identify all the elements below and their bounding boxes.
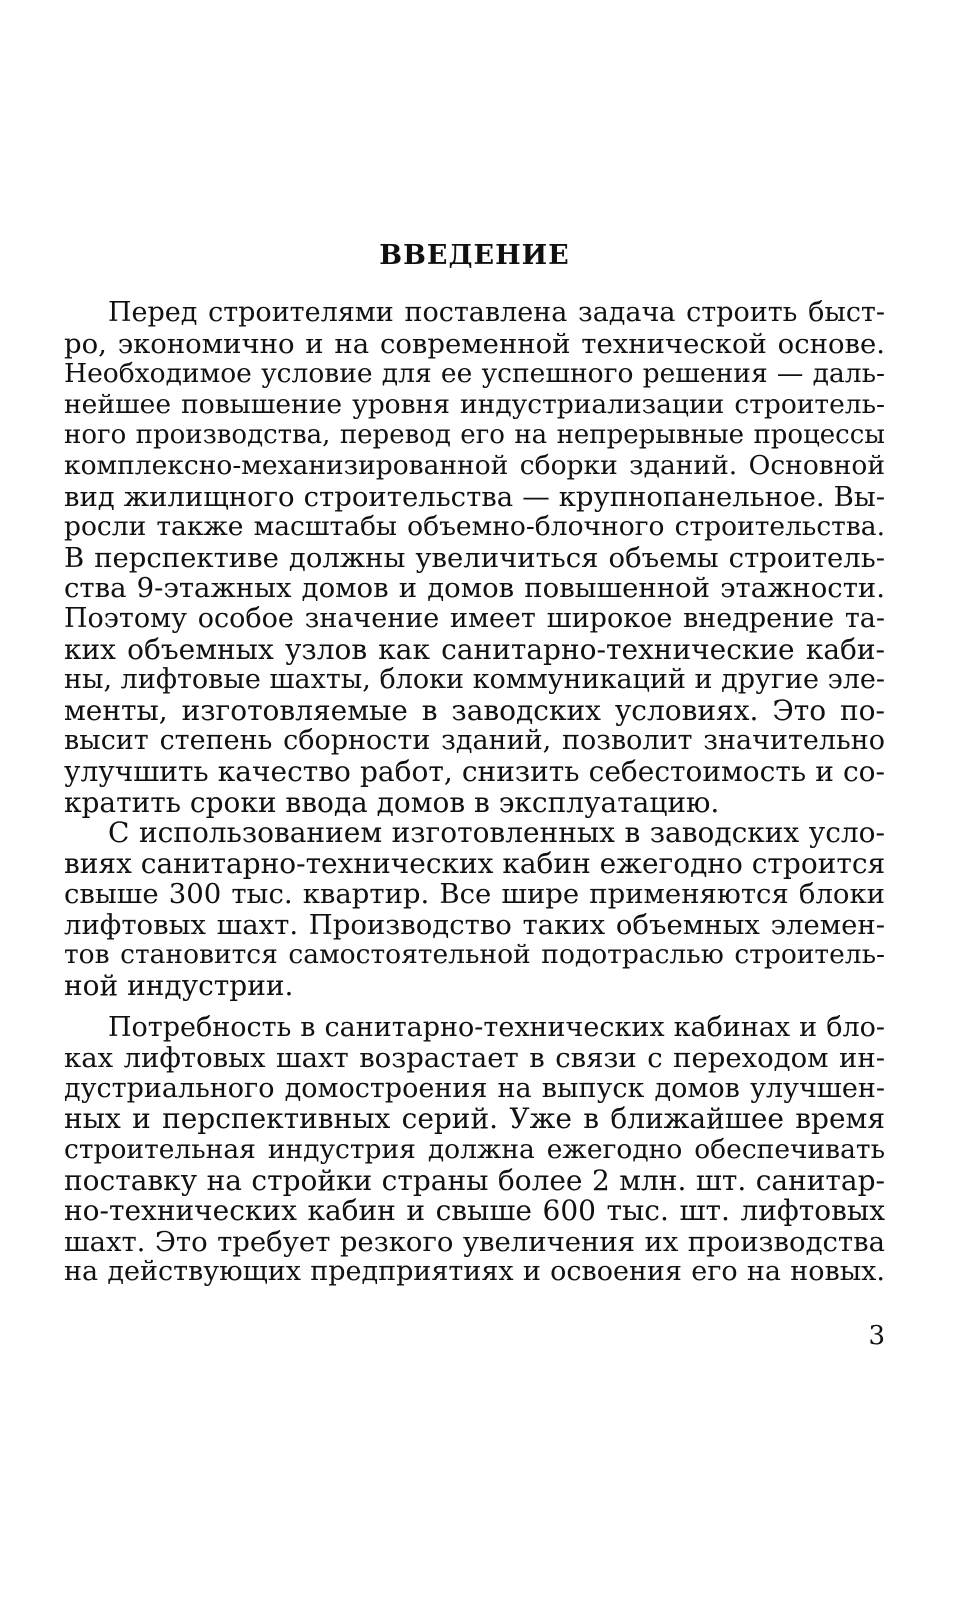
text-line: С использованием изготовленных в заводских усло-	[108, 816, 885, 850]
text-line: шахт. Это требует резкого увеличения их производства	[64, 1225, 885, 1258]
text-line: комплексно-механизированной сборки зданий. Основной	[64, 449, 885, 481]
paragraph-1	[64, 298, 885, 818]
text-line: Перед строителями поставлена задача строить быст-	[108, 297, 885, 328]
text-line: кратить сроки ввода домов в эксплуатацию.	[64, 785, 720, 819]
text-line: ства 9-этажных домов и домов повышенной этажности.	[64, 572, 885, 605]
text-line: лифтовых шахт. Производство таких объемных элемен-	[64, 908, 885, 941]
text-line: ной индустрии.	[64, 969, 294, 1003]
text-line: тов становится самостоятельной подотраслью строитель-	[64, 939, 885, 971]
text-line: вид жилищного строительства — крупнопанельное. Вы-	[64, 480, 885, 513]
text-line: нейшее повышение уровня индустриализации строитель-	[64, 388, 885, 420]
text-line: виях санитарно-технических кабин ежегодно строится	[64, 846, 886, 880]
text-line: свыше 300 тыс. квартир. Все шире применяются блоки	[64, 878, 885, 911]
chapter-heading: ВВЕДЕНИЕ	[379, 240, 570, 271]
book-page	[64, 0, 885, 1600]
page-number: 3	[868, 1321, 885, 1351]
body-text	[64, 298, 885, 1288]
text-line: но-технических кабин и свыше 600 тыс. шт. лифтовых	[64, 1194, 885, 1228]
text-line: менты, изготовляемые в заводских условиях. Это по-	[64, 693, 885, 727]
text-line: Необходимое условие для ее успешного решения — даль-	[64, 358, 885, 390]
text-line: поставку на стройки страны более 2 млн. шт. санитар-	[64, 1163, 885, 1197]
text-line: ках лифтовых шахт возрастает в связи с переходом ин-	[64, 1042, 885, 1075]
text-line: ного производства, перевод его на непрерывные процессы	[64, 420, 885, 451]
text-line: ро, экономично и на современной технической основе.	[64, 327, 885, 360]
text-line: ны, лифтовые шахты, блоки коммуникаций и другие эле-	[64, 664, 885, 696]
text-line: строительная индустрия должна ежегодно обеспечивать	[64, 1134, 885, 1166]
paragraph-spacing	[64, 1002, 885, 1013]
text-line: Поэтому особое значение имеет широкое внедрение та-	[64, 602, 885, 634]
text-line: на действующих предприятиях и освоения его на новых.	[64, 1256, 885, 1288]
paragraph-2	[64, 818, 885, 1002]
text-line: высит степень сборности зданий, позволит значительно	[64, 725, 885, 757]
text-line: В перспективе должны увеличиться объемы строитель-	[64, 541, 885, 574]
text-line: Потребность в санитарно-технических кабинах и бло-	[108, 1011, 885, 1043]
text-line: ких объемных узлов как санитарно-технические каби-	[64, 632, 885, 666]
text-line: улучшить качество работ, снизить себестоимость и со-	[64, 754, 885, 788]
text-line: росли также масштабы объемно-блочного строительства.	[64, 511, 885, 543]
paragraph-3	[64, 1013, 885, 1288]
text-line: дустриального домостроения на выпуск домов улучшен-	[64, 1072, 885, 1104]
text-line: ных и перспективных серий. Уже в ближайшее время	[64, 1102, 885, 1136]
